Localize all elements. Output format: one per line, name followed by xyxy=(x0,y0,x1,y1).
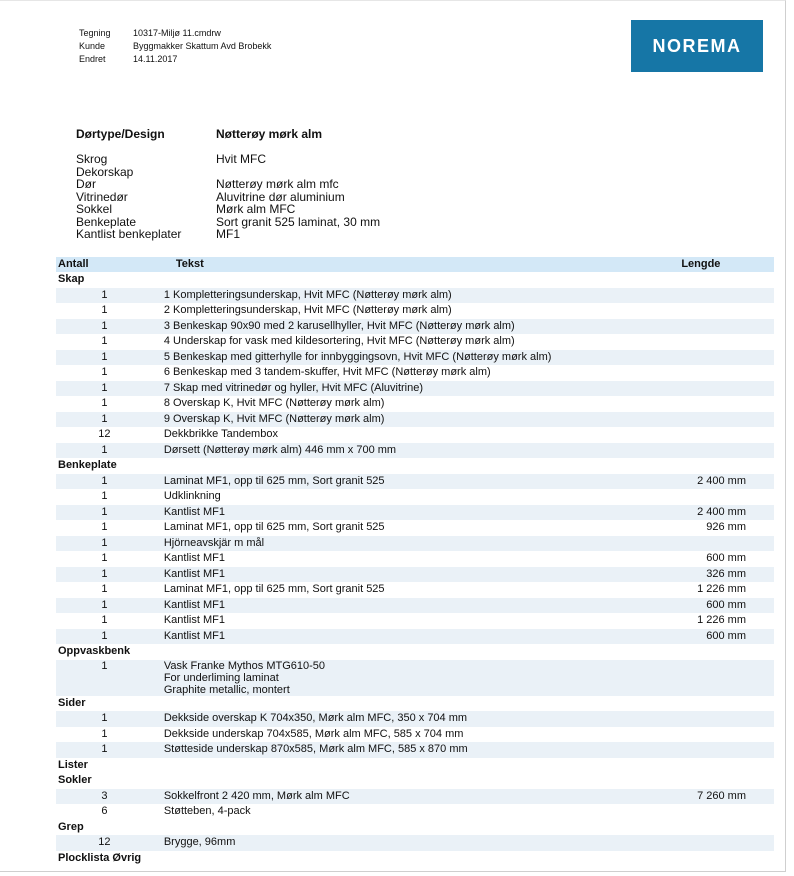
table-row xyxy=(56,474,774,490)
spec-key: Dør xyxy=(76,177,96,191)
item-table xyxy=(56,257,774,866)
length-cell xyxy=(638,365,774,381)
category-row xyxy=(56,758,774,774)
document-meta xyxy=(79,27,271,66)
text-cell: Dekkside underskap 704x585, Mørk alm MFC, 585 x 704 mm xyxy=(163,727,464,740)
text-cell: 3 Benkeskap 90x90 med 2 karusellhyller, Hvit MFC (Nøtterøy mørk alm) xyxy=(141,319,638,335)
category-label: Lister xyxy=(58,758,88,771)
length-cell xyxy=(638,288,774,304)
qty-cell: 1 xyxy=(56,536,141,552)
qty-cell: 1 xyxy=(56,474,141,490)
spec-heading xyxy=(76,127,380,141)
meta-value: 10317-Miljø 11.cmdrw xyxy=(133,28,221,38)
qty-cell: 3 xyxy=(56,789,141,805)
text-cell: Støtteben, 4-pack xyxy=(163,805,251,817)
category-row xyxy=(56,272,774,288)
table-row xyxy=(56,567,774,583)
category-row xyxy=(56,644,774,660)
qty-cell: 1 xyxy=(101,335,108,347)
length-cell: 1 226 mm xyxy=(697,583,746,595)
text-cell: 4 Underskap for vask med kildesortering, Hvit MFC (Nøtterøy mørk alm) xyxy=(163,335,515,347)
table-row xyxy=(56,598,774,614)
text-cell: Laminat MF1, opp til 625 mm, Sort granit 525 xyxy=(141,474,638,490)
length-cell: 1 226 mm xyxy=(697,614,746,626)
text-cell: Brygge, 96mm xyxy=(141,835,638,851)
qty-cell: 1 xyxy=(101,304,108,316)
text-line: For underliming laminat xyxy=(163,671,279,684)
length-cell xyxy=(638,334,774,350)
table-body xyxy=(56,272,774,866)
category-row xyxy=(56,773,774,789)
spec-value: MF1 xyxy=(216,227,240,241)
spec-row xyxy=(76,153,380,166)
text-cell: 2 Kompletteringsunderskap, Hvit MFC (Nøtterøy mørk alm) xyxy=(163,304,452,316)
table-row xyxy=(56,412,774,428)
door-spec-block xyxy=(76,127,380,241)
text-cell: Hjörneavskjär m mål xyxy=(141,536,638,552)
spec-heading-value: Nøtterøy mørk alm xyxy=(216,127,323,141)
table-row xyxy=(56,489,774,505)
qty-cell: 1 xyxy=(56,505,141,521)
text-cell xyxy=(141,660,638,696)
spec-value: Sort granit 525 laminat, 30 mm xyxy=(216,214,381,229)
qty-cell: 1 xyxy=(101,366,108,378)
length-cell xyxy=(638,319,774,335)
meta-row-customer xyxy=(79,40,271,53)
table-row xyxy=(56,711,774,727)
qty-cell: 1 xyxy=(56,711,141,727)
spec-value: Aluvitrine dør aluminium xyxy=(216,189,345,204)
text-cell: 6 Benkeskap med 3 tandem-skuffer, Hvit MFC (Nøtterøy mørk alm) xyxy=(163,366,491,378)
table-row xyxy=(56,505,774,521)
spec-heading-key: Dørtype/Design xyxy=(76,127,165,141)
table-row xyxy=(56,350,774,366)
spec-key: Vitrinedør xyxy=(76,189,128,204)
length-cell: 600 mm xyxy=(706,552,746,564)
text-cell: Kantlist MF1 xyxy=(141,598,638,614)
length-cell xyxy=(638,412,774,428)
meta-value: Byggmakker Skattum Avd Brobekk xyxy=(133,41,272,51)
qty-cell: 1 xyxy=(101,490,108,502)
text-line: Graphite metallic, montert xyxy=(163,683,290,696)
norema-logo: NOREMA xyxy=(631,20,763,72)
category-label: Plocklista Øvrig xyxy=(58,851,142,864)
length-cell xyxy=(638,443,774,459)
table-row xyxy=(56,629,774,645)
meta-label: Endret xyxy=(79,54,106,64)
table-row xyxy=(56,804,774,820)
table-row xyxy=(56,427,774,443)
length-cell xyxy=(638,427,774,443)
category-label: Sokler xyxy=(58,774,92,786)
table-row xyxy=(56,551,774,567)
qty-cell: 12 xyxy=(56,835,141,851)
column-header-qty: Antall xyxy=(56,257,141,272)
qty-cell: 6 xyxy=(101,805,108,817)
text-cell: Støtteside underskap 870x585, Mørk alm MFC, 585 x 870 mm xyxy=(141,742,638,758)
column-header-text: Tekst xyxy=(141,257,638,272)
qty-cell: 1 xyxy=(56,660,141,696)
text-cell: 1 Kompletteringsunderskap, Hvit MFC (Nøtterøy mørk alm) xyxy=(141,288,638,304)
length-cell xyxy=(638,381,774,397)
spec-value: Hvit MFC xyxy=(216,152,266,166)
spec-value: Nøtterøy mørk alm mfc xyxy=(216,177,339,191)
qty-cell: 1 xyxy=(56,742,141,758)
meta-label: Tegning xyxy=(79,28,111,38)
table-row xyxy=(56,396,774,412)
qty-cell: 1 xyxy=(101,583,108,595)
text-cell: Laminat MF1, opp til 625 mm, Sort granit 525 xyxy=(163,521,385,533)
table-row xyxy=(56,520,774,536)
table-row xyxy=(56,613,774,629)
table-row xyxy=(56,582,774,598)
length-cell xyxy=(638,804,774,820)
spec-key: Dekorskap xyxy=(76,164,134,179)
table-row xyxy=(56,660,774,696)
spec-key: Sokkel xyxy=(76,202,113,216)
table-row xyxy=(56,334,774,350)
text-cell: Dørsett (Nøtterøy mørk alm) 446 mm x 700 mm xyxy=(141,443,638,459)
table-row xyxy=(56,742,774,758)
qty-cell: 1 xyxy=(101,552,108,564)
table-row xyxy=(56,727,774,743)
length-cell: 2 400 mm xyxy=(638,474,774,490)
qty-cell: 1 xyxy=(101,614,108,626)
length-cell xyxy=(638,742,774,758)
qty-cell: 1 xyxy=(56,319,141,335)
meta-row-changed xyxy=(79,53,271,66)
spec-row xyxy=(76,178,380,191)
qty-cell: 1 xyxy=(56,350,141,366)
text-cell: Sokkelfront 2 420 mm, Mørk alm MFC xyxy=(141,789,638,805)
length-cell xyxy=(638,396,774,412)
spec-row xyxy=(76,203,380,216)
table-row xyxy=(56,443,774,459)
category-row xyxy=(56,458,774,474)
text-cell: Laminat MF1, opp til 625 mm, Sort granit 525 xyxy=(163,583,385,595)
qty-cell: 1 xyxy=(101,397,108,409)
category-label: Skap xyxy=(58,273,85,285)
table-row xyxy=(56,381,774,397)
spec-key: Benkeplate xyxy=(76,214,137,229)
length-cell: 600 mm xyxy=(638,629,774,645)
length-cell xyxy=(638,711,774,727)
qty-cell: 1 xyxy=(101,727,108,740)
qty-cell: 1 xyxy=(101,521,108,533)
category-row xyxy=(56,851,774,867)
text-cell: 8 Overskap K, Hvit MFC (Nøtterøy mørk alm) xyxy=(163,397,385,409)
spec-key: Skrog xyxy=(76,152,108,166)
qty-cell: 1 xyxy=(56,288,141,304)
table-row xyxy=(56,365,774,381)
length-cell: 926 mm xyxy=(706,521,746,533)
table-row xyxy=(56,288,774,304)
text-cell: 7 Skap med vitrinedør og hyller, Hvit MFC (Aluvitrine) xyxy=(141,381,638,397)
qty-cell: 1 xyxy=(56,567,141,583)
table-row xyxy=(56,789,774,805)
category-row xyxy=(56,696,774,712)
length-cell xyxy=(638,303,774,319)
text-cell: Kantlist MF1 xyxy=(141,567,638,583)
text-cell: Kantlist MF1 xyxy=(163,614,225,626)
qty-cell: 12 xyxy=(98,428,111,440)
qty-cell: 1 xyxy=(56,598,141,614)
category-label: Benkeplate xyxy=(58,459,117,471)
table-row xyxy=(56,536,774,552)
length-cell: 326 mm xyxy=(638,567,774,583)
category-label: Oppvaskbenk xyxy=(58,645,131,657)
table-header-row xyxy=(56,257,774,272)
text-cell: Kantlist MF1 xyxy=(163,552,225,564)
table-row xyxy=(56,835,774,851)
column-header-length: Lengde xyxy=(638,257,774,272)
qty-cell: 1 xyxy=(56,381,141,397)
length-cell xyxy=(638,489,774,505)
length-cell xyxy=(638,536,774,552)
text-cell: 9 Overskap K, Hvit MFC (Nøtterøy mørk alm) xyxy=(141,412,638,428)
category-label: Sider xyxy=(58,696,86,709)
length-cell xyxy=(638,660,774,696)
text-cell: 5 Benkeskap med gitterhylle for innbyggingsovn, Hvit MFC (Nøtterøy mørk alm) xyxy=(141,350,638,366)
qty-cell: 1 xyxy=(56,629,141,645)
text-cell: Kantlist MF1 xyxy=(141,505,638,521)
spec-value: Mørk alm MFC xyxy=(216,202,296,216)
length-cell: 7 260 mm xyxy=(638,789,774,805)
text-cell: Kantlist MF1 xyxy=(141,629,638,645)
spec-rows xyxy=(76,153,380,241)
meta-value: 14.11.2017 xyxy=(133,54,178,64)
meta-label: Kunde xyxy=(79,41,106,51)
length-cell: 600 mm xyxy=(638,598,774,614)
category-label: Grep xyxy=(58,820,84,833)
text-line: Vask Franke Mythos MTG610-50 xyxy=(163,659,326,672)
qty-cell: 1 xyxy=(56,443,141,459)
meta-row-drawing xyxy=(79,27,271,40)
spec-row xyxy=(76,228,380,241)
spec-key: Kantlist benkeplater xyxy=(76,227,182,241)
text-cell: Dekkbrikke Tandembox xyxy=(163,428,278,440)
table-row xyxy=(56,319,774,335)
length-cell xyxy=(638,350,774,366)
category-row xyxy=(56,820,774,836)
length-cell: 2 400 mm xyxy=(638,505,774,521)
text-cell: Dekkside overskap K 704x350, Mørk alm MFC, 350 x 704 mm xyxy=(141,711,638,727)
length-cell xyxy=(638,835,774,851)
length-cell xyxy=(638,727,774,743)
table-row xyxy=(56,303,774,319)
text-cell: Udklinkning xyxy=(163,490,221,502)
qty-cell: 1 xyxy=(56,412,141,428)
